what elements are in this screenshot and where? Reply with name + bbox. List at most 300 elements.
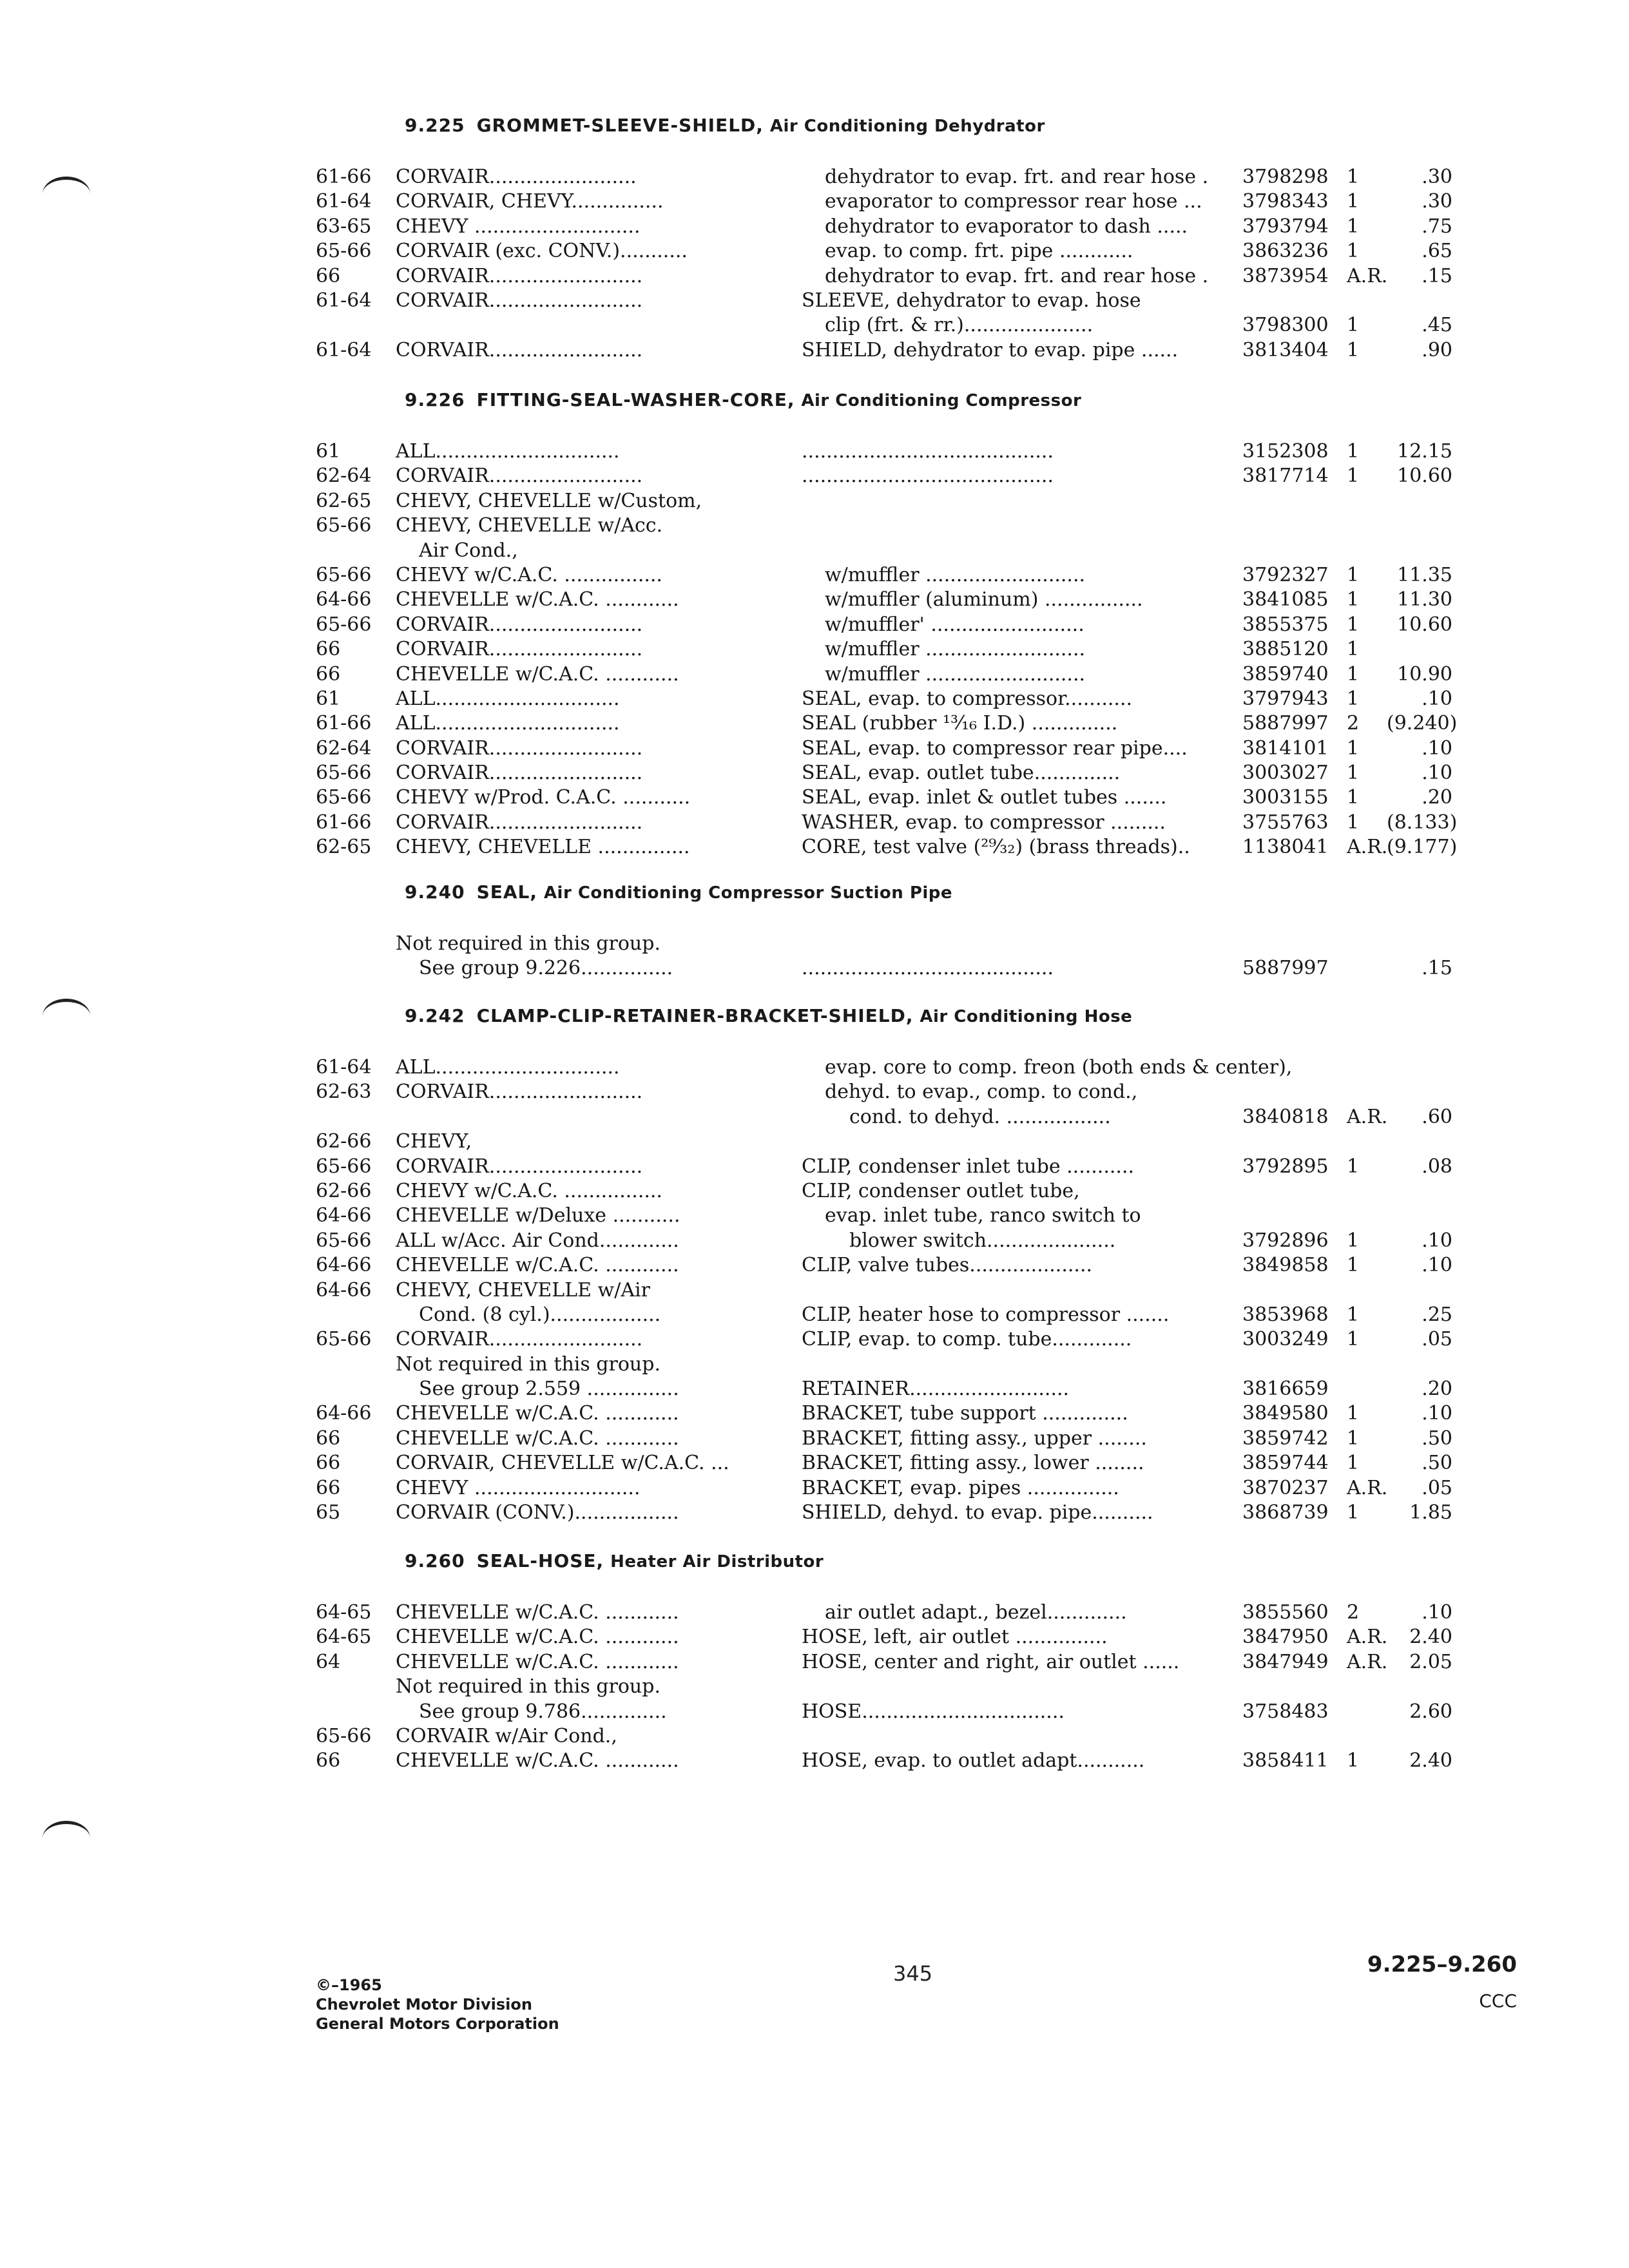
part-description: BRACKET, evap. pipes ............... [802, 1476, 1119, 1499]
section-number: 9.226 [405, 389, 465, 410]
quantity: A.R. [1347, 264, 1388, 287]
table-row [0, 1055, 1629, 1080]
section-name: FITTING-SEAL-WASHER-CORE, [476, 389, 795, 410]
model-years: 66 [316, 1749, 341, 1773]
price: 2.60 [1409, 1700, 1452, 1723]
model-applicability: Cond. (8 cyl.).................. [419, 1303, 661, 1326]
table-row [0, 1278, 1629, 1303]
part-description: BRACKET, fitting assy., lower ........ [802, 1452, 1144, 1475]
price: .08 [1422, 1155, 1452, 1178]
part-number: 3855560 [1242, 1601, 1329, 1624]
price: .10 [1422, 1229, 1452, 1252]
division: Chevrolet Motor Division [316, 1995, 532, 2013]
part-description: dehydrator to evap. frt. and rear hose . [825, 166, 1209, 188]
model-applicability: CHEVELLE w/C.A.C. ............ [396, 662, 679, 686]
page-number: 345 [893, 1961, 933, 1986]
table-row [0, 1749, 1629, 1773]
part-description: dehydrator to evap. frt. and rear hose . [825, 264, 1209, 287]
model-applicability: See group 2.559 ............... [419, 1378, 679, 1401]
model-applicability: CORVAIR......................... [396, 264, 643, 287]
table-row [0, 662, 1629, 687]
table-row [0, 1600, 1629, 1625]
model-applicability: Not required in this group. [396, 932, 660, 955]
model-applicability: CHEVY ........................... [396, 215, 641, 238]
quantity: A.R. [1347, 1626, 1388, 1649]
model-applicability: ALL.............................. [396, 440, 620, 463]
table-row [0, 338, 1629, 363]
model-applicability: CORVAIR w/Air Cond., [396, 1724, 617, 1747]
model-applicability: CORVAIR......................... [396, 762, 643, 785]
model-applicability: CORVAIR......................... [396, 736, 643, 760]
quantity: 1 [1347, 166, 1360, 188]
quantity: 1 [1347, 440, 1360, 463]
model-applicability: Air Cond., [419, 539, 518, 562]
part-description: BRACKET, fitting assy., upper ........ [802, 1427, 1147, 1450]
price: (9.240) [1387, 712, 1458, 735]
model-applicability: CHEVY, CHEVELLE w/Air [396, 1278, 650, 1302]
model-years: 62-63 [316, 1081, 372, 1104]
quantity: 1 [1347, 638, 1360, 661]
model-applicability: CHEVY, CHEVELLE w/Custom, [396, 489, 702, 512]
model-years: 66 [316, 638, 341, 661]
table-row [0, 1303, 1629, 1327]
model-years: 65 [316, 1501, 341, 1524]
part-number: 5887997 [1242, 712, 1329, 735]
part-number: 3793794 [1242, 215, 1329, 238]
price: .15 [1422, 957, 1452, 980]
quantity: 1 [1347, 588, 1360, 611]
quantity: 2 [1347, 1601, 1360, 1624]
model-years: 65-66 [316, 1155, 372, 1178]
model-applicability: CORVAIR......................... [396, 1328, 643, 1351]
table-row [0, 1501, 1629, 1525]
part-number: 3816659 [1242, 1378, 1329, 1401]
model-years: 64-66 [316, 1402, 372, 1425]
model-applicability: CHEVY w/C.A.C. ................ [396, 563, 662, 586]
model-applicability: CORVAIR......................... [396, 613, 643, 636]
model-years: 61-64 [316, 289, 372, 312]
model-years: 64-66 [316, 1278, 372, 1302]
quantity: A.R. [1347, 836, 1388, 859]
model-applicability: CORVAIR......................... [396, 1155, 643, 1178]
part-number: 3792327 [1242, 563, 1329, 586]
table-row [0, 761, 1629, 785]
model-years: 62-66 [316, 1179, 372, 1202]
part-description: CLIP, condenser inlet tube ........... [802, 1155, 1135, 1178]
table-row [0, 439, 1629, 464]
quantity: 1 [1347, 465, 1360, 488]
quantity: 1 [1347, 1155, 1360, 1178]
model-applicability: Not required in this group. [396, 1352, 660, 1376]
table-row [0, 687, 1629, 711]
publisher-block [316, 1975, 559, 2033]
part-number: 3792896 [1242, 1229, 1329, 1252]
group-range: 9.225–9.260 [1367, 1952, 1517, 1977]
table-row [0, 1377, 1629, 1401]
price: .25 [1422, 1303, 1452, 1326]
table-row [0, 1179, 1629, 1204]
quantity: 1 [1347, 1254, 1360, 1277]
model-years: 65-66 [316, 762, 372, 785]
part-description: SHIELD, dehydrator to evap. pipe ...... [802, 338, 1179, 361]
part-description: HOSE, center and right, air outlet ...... [802, 1650, 1180, 1673]
part-number: 3814101 [1242, 736, 1329, 760]
quantity: 1 [1347, 1749, 1360, 1773]
model-years: 61 [316, 440, 341, 463]
part-description: SLEEVE, dehydrator to evap. hose [802, 289, 1141, 312]
model-years: 62-65 [316, 836, 372, 859]
price: (8.133) [1387, 811, 1458, 834]
quantity: 1 [1347, 1229, 1360, 1252]
section-name: CLAMP-CLIP-RETAINER-BRACKET-SHIELD, [476, 1005, 914, 1026]
model-applicability: CORVAIR........................ [396, 166, 637, 188]
margin-mark [43, 999, 90, 1016]
price: 10.90 [1397, 662, 1452, 686]
table-row [0, 1129, 1629, 1154]
part-description: ......................................... [802, 465, 1054, 488]
parts-list [0, 165, 1629, 363]
price: .10 [1422, 1601, 1452, 1624]
table-row [0, 1476, 1629, 1501]
quantity: 1 [1347, 811, 1360, 834]
quantity: 1 [1347, 762, 1360, 785]
section-title [405, 1550, 824, 1571]
parts-list [0, 932, 1629, 981]
model-applicability: CHEVY, CHEVELLE w/Acc. [396, 514, 663, 537]
part-description: evaporator to compressor rear hose ... [825, 190, 1202, 213]
part-description: HOSE, evap. to outlet adapt........... [802, 1749, 1145, 1773]
model-years: 65-66 [316, 563, 372, 586]
quantity: 1 [1347, 240, 1360, 263]
quantity: 1 [1347, 215, 1360, 238]
part-number: 3003249 [1242, 1328, 1329, 1351]
model-applicability: CORVAIR, CHEVELLE w/C.A.C. ... [396, 1452, 729, 1475]
part-description: dehydrator to evaporator to dash ..... [825, 215, 1188, 238]
quantity: A.R. [1347, 1105, 1388, 1128]
model-applicability: CHEVY, CHEVELLE ............... [396, 836, 690, 859]
table-row [0, 1229, 1629, 1253]
model-applicability: CHEVELLE w/C.A.C. ............ [396, 1427, 679, 1450]
table-row [0, 514, 1629, 538]
model-applicability: CORVAIR......................... [396, 289, 643, 312]
part-number: 3849858 [1242, 1254, 1329, 1277]
part-description: SEAL, evap. inlet & outlet tubes ....... [802, 786, 1167, 809]
part-description: w/muffler' ......................... [825, 613, 1084, 636]
part-description: WASHER, evap. to compressor ......... [802, 811, 1166, 834]
table-row [0, 563, 1629, 588]
part-number: 5887997 [1242, 957, 1329, 980]
quantity: 1 [1347, 1303, 1360, 1326]
price: 12.15 [1397, 440, 1452, 463]
part-description: air outlet adapt., bezel............. [825, 1601, 1127, 1624]
part-description: w/muffler .......................... [825, 563, 1086, 586]
model-applicability: See group 9.226............... [419, 957, 673, 980]
model-applicability: CHEVELLE w/C.A.C. ............ [396, 1601, 679, 1624]
part-description: SEAL, evap. to compressor........... [802, 687, 1133, 710]
table-row [0, 1352, 1629, 1377]
model-applicability: CORVAIR (CONV.)................. [396, 1501, 679, 1524]
part-description: RETAINER.......................... [802, 1378, 1070, 1401]
part-description: blower switch..................... [849, 1229, 1116, 1252]
catalog-code: CCC [1479, 1990, 1517, 2012]
model-applicability: CHEVELLE w/C.A.C. ............ [396, 1749, 679, 1773]
part-description: evap. inlet tube, ranco switch to [825, 1204, 1141, 1227]
part-number: 3792895 [1242, 1155, 1329, 1178]
model-years: 63-65 [316, 215, 372, 238]
table-row [0, 1253, 1629, 1278]
quantity: 1 [1347, 662, 1360, 686]
part-description: evap. core to comp. freon (both ends & center), [825, 1056, 1293, 1079]
part-description: clip (frt. & rr.)..................... [825, 314, 1094, 337]
part-description: CLIP, heater hose to compressor ....... [802, 1303, 1170, 1326]
price: .10 [1422, 736, 1452, 760]
parts-list [0, 1600, 1629, 1774]
table-row [0, 637, 1629, 662]
model-applicability: CORVAIR......................... [396, 811, 643, 834]
model-years: 64-66 [316, 1204, 372, 1227]
model-applicability: CHEVELLE w/C.A.C. ............ [396, 1650, 679, 1673]
table-row [0, 239, 1629, 264]
copyright: ©–1965 [316, 1976, 382, 1994]
model-applicability: CHEVELLE w/C.A.C. ............ [396, 1254, 679, 1277]
part-number: 3003027 [1242, 762, 1329, 785]
part-number: 3853968 [1242, 1303, 1329, 1326]
section-name: SEAL-HOSE, [476, 1550, 604, 1571]
model-years: 66 [316, 264, 341, 287]
part-description: CORE, test valve (²⁹⁄₃₂) (brass threads).. [802, 836, 1190, 859]
part-number: 3003155 [1242, 786, 1329, 809]
price: .10 [1422, 762, 1452, 785]
section-title [405, 115, 1045, 136]
table-row [0, 588, 1629, 612]
model-applicability: CHEVY, [396, 1130, 472, 1153]
model-years: 61-66 [316, 811, 372, 834]
table-row [0, 785, 1629, 810]
price: 11.30 [1397, 588, 1452, 611]
part-number: 3868739 [1242, 1501, 1329, 1524]
section-name: SEAL, [476, 881, 538, 903]
price: .30 [1422, 166, 1452, 188]
quantity: 1 [1347, 687, 1360, 710]
model-years: 61-64 [316, 338, 372, 361]
part-number: 3863236 [1242, 240, 1329, 263]
model-years: 65-66 [316, 613, 372, 636]
table-row [0, 1204, 1629, 1228]
parts-list [0, 1055, 1629, 1525]
margin-mark [43, 1821, 90, 1838]
table-row [0, 165, 1629, 189]
model-years: 65-66 [316, 786, 372, 809]
price: (9.177) [1387, 836, 1458, 859]
model-applicability: CORVAIR......................... [396, 638, 643, 661]
section-number: 9.260 [405, 1550, 465, 1571]
part-description: ......................................... [802, 957, 1054, 980]
part-number: 3859742 [1242, 1427, 1329, 1450]
table-row [0, 1155, 1629, 1179]
table-row [0, 1451, 1629, 1475]
table-row [0, 1700, 1629, 1724]
price: 11.35 [1397, 563, 1452, 586]
model-years: 66 [316, 1427, 341, 1450]
table-row [0, 264, 1629, 289]
table-row [0, 215, 1629, 239]
table-row [0, 835, 1629, 860]
model-years: 66 [316, 662, 341, 686]
model-years: 62-66 [316, 1130, 372, 1153]
part-description: CLIP, evap. to comp. tube............. [802, 1328, 1132, 1351]
model-years: 64-65 [316, 1626, 372, 1649]
price: .10 [1422, 687, 1452, 710]
part-number: 3859740 [1242, 662, 1329, 686]
price: .50 [1422, 1427, 1452, 1450]
part-number: 3858411 [1242, 1749, 1329, 1773]
model-applicability: CHEVELLE w/Deluxe ........... [396, 1204, 680, 1227]
price: 1.85 [1409, 1501, 1452, 1524]
price: .10 [1422, 1254, 1452, 1277]
price: .45 [1422, 314, 1452, 337]
part-description: CLIP, valve tubes.................... [802, 1254, 1093, 1277]
table-row [0, 956, 1629, 981]
part-description: w/muffler .......................... [825, 638, 1086, 661]
model-years: 62-64 [316, 736, 372, 760]
model-applicability: CHEVY ........................... [396, 1476, 641, 1499]
model-years: 64-65 [316, 1601, 372, 1624]
part-number: 3885120 [1242, 638, 1329, 661]
model-applicability: CORVAIR......................... [396, 465, 643, 488]
part-number: 3798298 [1242, 166, 1329, 188]
model-applicability: CHEVY w/C.A.C. ................ [396, 1179, 662, 1202]
price: 10.60 [1397, 465, 1452, 488]
part-description: HOSE, left, air outlet ............... [802, 1626, 1108, 1649]
table-row [0, 464, 1629, 488]
part-number: 3152308 [1242, 440, 1329, 463]
section-subtitle: Air Conditioning Hose [920, 1007, 1133, 1026]
table-row [0, 1724, 1629, 1749]
quantity: 1 [1347, 314, 1360, 337]
price: .15 [1422, 264, 1452, 287]
parts-list [0, 439, 1629, 860]
price: .65 [1422, 240, 1452, 263]
price: .05 [1422, 1476, 1452, 1499]
model-years: 66 [316, 1476, 341, 1499]
quantity: 1 [1347, 1328, 1360, 1351]
quantity: 2 [1347, 712, 1360, 735]
quantity: 1 [1347, 1452, 1360, 1475]
model-applicability: CHEVELLE w/C.A.C. ............ [396, 588, 679, 611]
part-number: 3847949 [1242, 1650, 1329, 1673]
part-description: w/muffler (aluminum) ................ [825, 588, 1143, 611]
quantity: 1 [1347, 786, 1360, 809]
quantity: 1 [1347, 338, 1360, 361]
table-row [0, 539, 1629, 563]
part-description: HOSE................................. [802, 1700, 1065, 1723]
table-row [0, 1675, 1629, 1699]
part-number: 1138041 [1242, 836, 1329, 859]
quantity: A.R. [1347, 1650, 1388, 1673]
table-row [0, 1427, 1629, 1451]
price: .30 [1422, 190, 1452, 213]
section-name: GROMMET-SLEEVE-SHIELD, [476, 115, 764, 136]
quantity: 1 [1347, 736, 1360, 760]
price: 2.40 [1409, 1626, 1452, 1649]
part-number: 3813404 [1242, 338, 1329, 361]
model-applicability: ALL.............................. [396, 1056, 620, 1079]
table-row [0, 289, 1629, 313]
model-years: 61-66 [316, 166, 372, 188]
table-row [0, 613, 1629, 637]
section-number: 9.225 [405, 115, 465, 136]
table-row [0, 711, 1629, 736]
model-years: 64 [316, 1650, 341, 1673]
part-number: 3797943 [1242, 687, 1329, 710]
part-number: 3798343 [1242, 190, 1329, 213]
part-number: 3817714 [1242, 465, 1329, 488]
model-applicability: CHEVELLE w/C.A.C. ............ [396, 1626, 679, 1649]
quantity: A.R. [1347, 1476, 1388, 1499]
table-row [0, 1625, 1629, 1649]
table-row [0, 1401, 1629, 1426]
quantity: 1 [1347, 1402, 1360, 1425]
part-description: w/muffler .......................... [825, 662, 1086, 686]
model-years: 65-66 [316, 1328, 372, 1351]
model-applicability: CORVAIR......................... [396, 338, 643, 361]
model-applicability: ALL.............................. [396, 687, 620, 710]
part-description: SEAL (rubber ¹³⁄₁₆ I.D.) .............. [802, 712, 1118, 735]
model-years: 65-66 [316, 1229, 372, 1252]
table-row [0, 1080, 1629, 1104]
table-row [0, 313, 1629, 338]
model-years: 62-65 [316, 489, 372, 512]
section-title [405, 389, 1081, 410]
model-years: 61 [316, 687, 341, 710]
part-description: cond. to dehyd. ................. [849, 1105, 1111, 1128]
model-years: 66 [316, 1452, 341, 1475]
model-applicability: CORVAIR, CHEVY............... [396, 190, 664, 213]
part-number: 3859744 [1242, 1452, 1329, 1475]
price: .20 [1422, 786, 1452, 809]
model-applicability: ALL.............................. [396, 712, 620, 735]
model-applicability: See group 9.786.............. [419, 1700, 667, 1723]
quantity: 1 [1347, 1427, 1360, 1450]
table-row [0, 1105, 1629, 1129]
table-row [0, 189, 1629, 214]
part-description: CLIP, condenser outlet tube, [802, 1179, 1080, 1202]
quantity: 1 [1347, 563, 1360, 586]
price: .60 [1422, 1105, 1452, 1128]
part-number: 3840818 [1242, 1105, 1329, 1128]
model-applicability: Not required in this group. [396, 1675, 660, 1698]
model-years: 64-66 [316, 588, 372, 611]
section-subtitle: Heater Air Distributor [610, 1552, 824, 1571]
model-years: 62-64 [316, 465, 372, 488]
price: .20 [1422, 1378, 1452, 1401]
table-row [0, 1327, 1629, 1352]
model-applicability: CORVAIR (exc. CONV.)........... [396, 240, 688, 263]
quantity: 1 [1347, 613, 1360, 636]
model-applicability: CORVAIR......................... [396, 1081, 643, 1104]
section-subtitle: Air Conditioning Compressor Suction Pipe [543, 883, 953, 903]
price: 2.40 [1409, 1749, 1452, 1773]
part-number: 3758483 [1242, 1700, 1329, 1723]
table-row [0, 736, 1629, 761]
model-years: 65-66 [316, 1724, 372, 1747]
table-row [0, 932, 1629, 956]
model-years: 61-64 [316, 190, 372, 213]
price: .10 [1422, 1402, 1452, 1425]
model-applicability: CHEVELLE w/C.A.C. ............ [396, 1402, 679, 1425]
price: .75 [1422, 215, 1452, 238]
part-description: ......................................... [802, 440, 1054, 463]
